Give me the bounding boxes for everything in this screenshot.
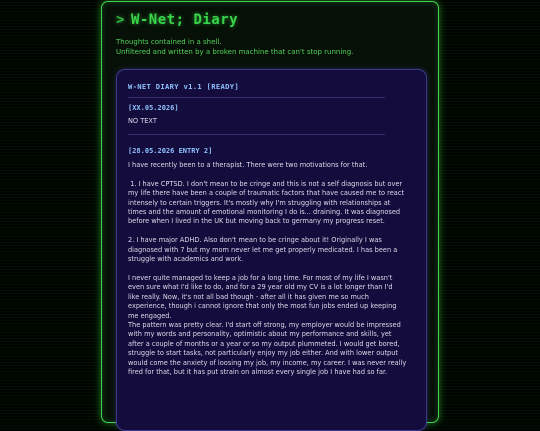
prompt-symbol: > xyxy=(116,12,125,28)
divider xyxy=(128,134,385,135)
entry-date: [XX.05.2026] xyxy=(128,104,179,112)
subtitle-line-2: Unfiltered and written by a broken machine that can't stop running. xyxy=(116,48,354,56)
title-text: W-Net; Diary xyxy=(130,12,239,28)
diary-window xyxy=(101,1,439,423)
entry-text: NO TEXT xyxy=(128,117,157,125)
panel-heading: W-NET DIARY v1.1 [READY] xyxy=(128,82,240,91)
subtitle-line-1: Thoughts contained in a shell. xyxy=(116,38,222,46)
entry-date: [28.05.2026 ENTRY 2] xyxy=(128,147,213,155)
divider xyxy=(128,97,385,98)
entry-text: I have recently been to a therapist. There were two motivations for that. 1. I have CPTSD. I don't mean to be cringe and this is not a self diagnosis but over my life there have been a couple of traumatic factors that have caused me to react intensely to certain triggers. It's mostly why I'm struggling with relationships at times and the amount of emotional monitoring I do is... draining. It was diagnosed before when I lived in the UK but moving back to germany my progress reset. 2. I have major ADHD. Also don't mean to be cringe about it! Originally I was diagnosed with 7 but my mom never let me get properly medicated. I has been a struggle with academics and work. I never quite managed to keep a job for a long time. For most of my life I wasn't even sure what I'd like to do, and for a 29 year old my CV is a lot longer than I'd like really. Now, it's not all bad though - after all it has given me so much experience, though i cannot ignore that only the most fun jobs ended up keeping me engaged. The pattern was pretty clear. I'd start off strong, my employer would be impressed with my words and personality, optimistic about my performance and skills, yet after a couple of months or a year or so my output plummeted. I would get bored, struggle to start tasks, not particularly enjoy my job either. And with lower output would come the anxiety of loosing my job, my income, my career. I was never really fired for that, but it has put strain on almost every single job I have had so far. xyxy=(128,161,407,376)
diary-panel[interactable] xyxy=(116,69,427,431)
page-title xyxy=(116,12,238,28)
